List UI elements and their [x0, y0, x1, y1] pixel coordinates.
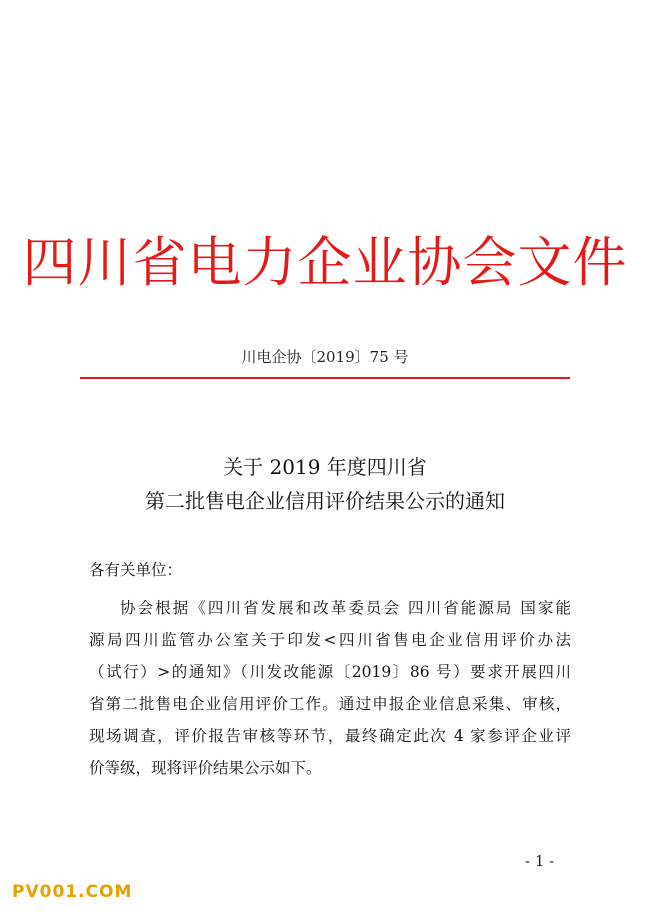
body-line: （试行）>的通知》（川发改能源〔2019〕86 号）要求开展四川 — [89, 663, 571, 681]
document-masthead: 四川省电力企业协会文件 — [22, 231, 628, 294]
body-paragraph — [89, 592, 571, 784]
page-number: - 1 - — [525, 852, 555, 870]
body-line: 现场调查，评价报告审核等环节，最终确定此次 4 家参评企业评 — [89, 727, 571, 745]
body-line: 协会根据《四川省发展和改革委员会 四川省能源局 国家能 — [120, 599, 571, 617]
red-divider-line — [80, 377, 570, 379]
site-watermark: PV001.COM — [12, 882, 133, 902]
body-line: 省第二批售电企业信用评价工作。通过申报企业信息采集、审核， — [89, 695, 571, 713]
body-line: 价等级，现将评价结果公示如下。 — [89, 759, 322, 777]
title-line-1: 关于 2019 年度四川省 — [223, 455, 427, 479]
salutation: 各有关单位： — [89, 561, 183, 579]
document-title — [0, 450, 650, 518]
document-number: 川电企协〔2019〕75 号 — [241, 348, 409, 366]
title-line-2: 第二批售电企业信用评价结果公示的通知 — [145, 489, 505, 513]
body-line: 源局四川监管办公室关于印发<四川省售电企业信用评价办法 — [89, 631, 571, 649]
